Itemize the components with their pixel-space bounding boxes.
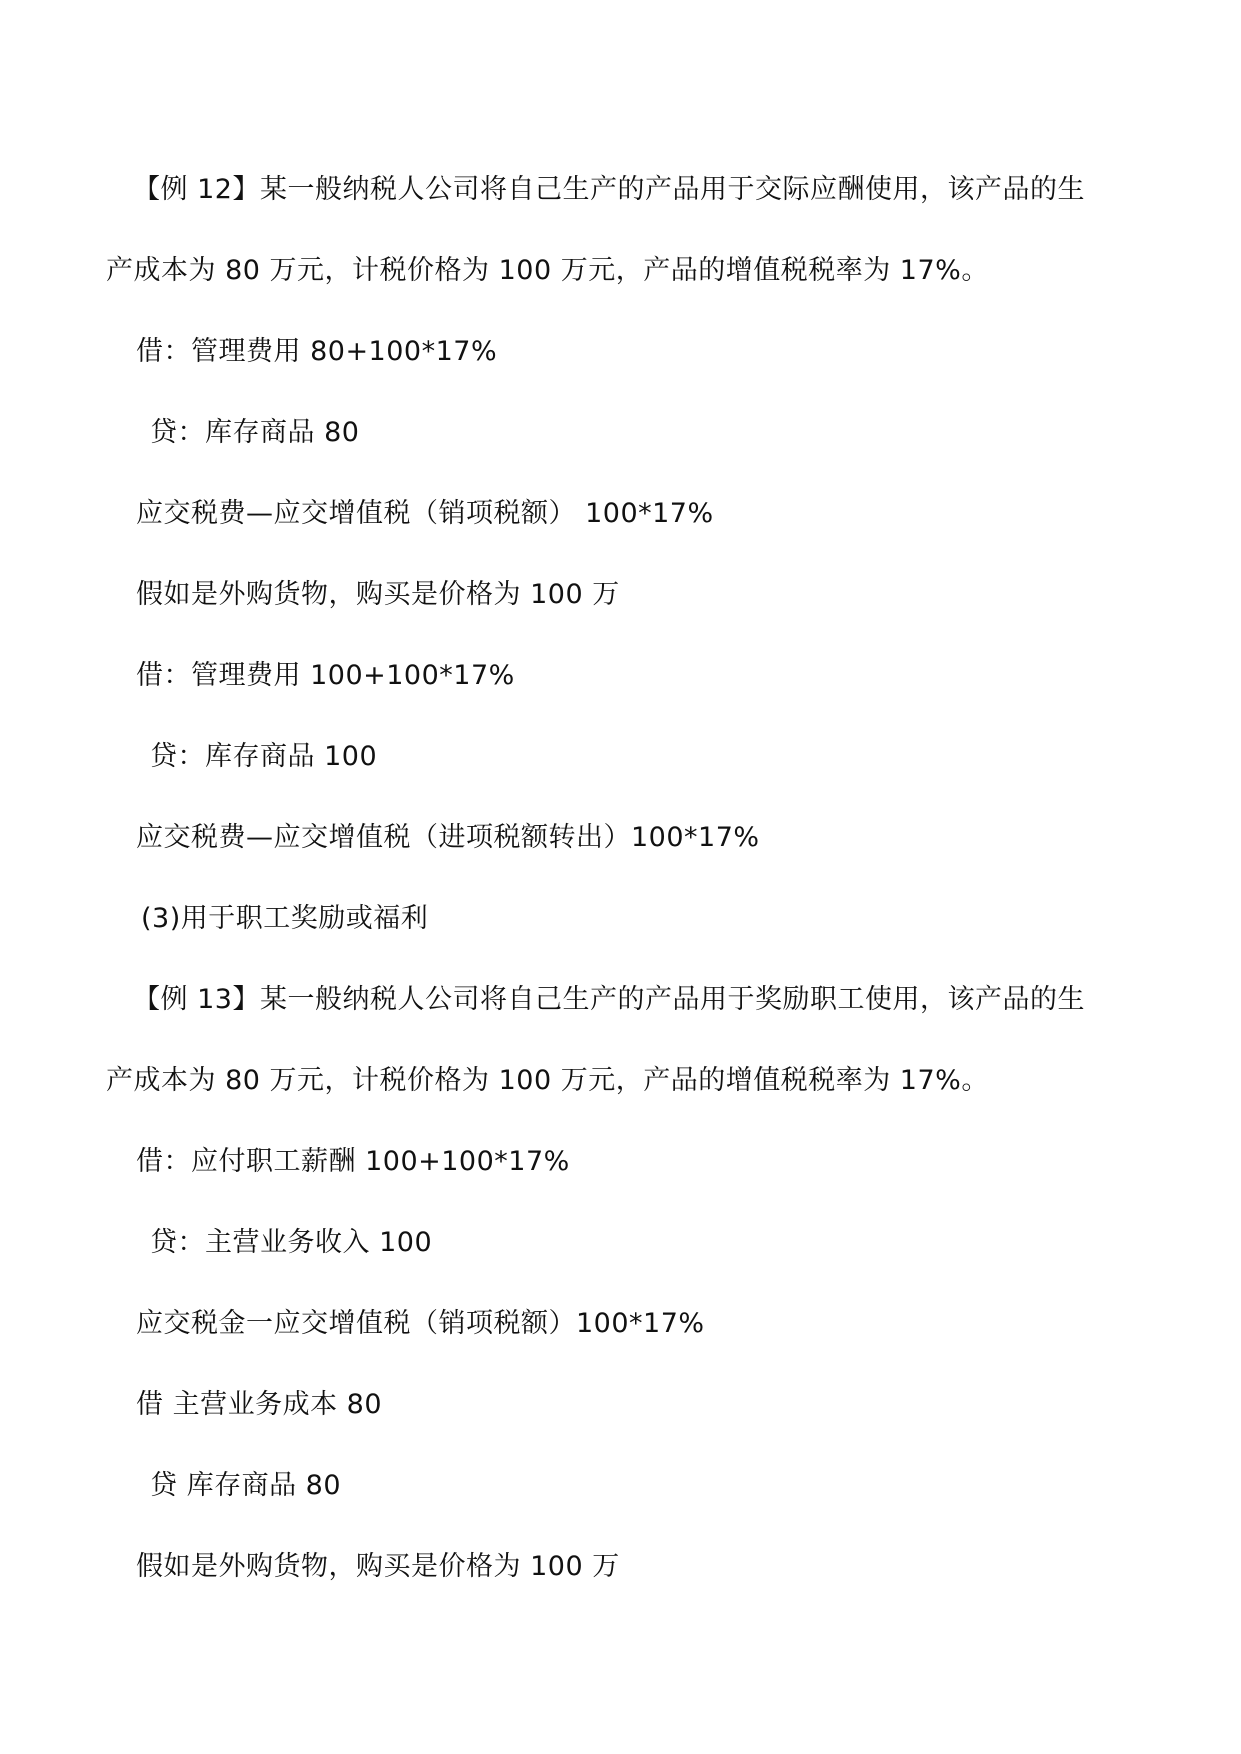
purchase-note: 假如是外购货物，购买是价格为 100 万 (136, 1551, 620, 1582)
section-heading: (3)用于职工奖励或福利 (141, 903, 429, 934)
debit-entry: 借 主营业务成本 80 (136, 1389, 383, 1420)
example-13-continuation: 产成本为 80 万元，计税价格为 100 万元，产品的增值税税率为 17%。 (106, 1065, 989, 1096)
debit-entry: 借：应付职工薪酬 100+100*17% (136, 1146, 570, 1177)
credit-entry: 贷：库存商品 100 (150, 741, 378, 772)
purchase-note: 假如是外购货物，购买是价格为 100 万 (136, 579, 620, 610)
credit-entry: 贷：库存商品 80 (150, 417, 360, 448)
debit-entry: 借：管理费用 100+100*17% (136, 660, 515, 691)
credit-entry: 贷：主营业务收入 100 (150, 1227, 433, 1258)
tax-entry: 应交税费—应交增值税（销项税额） 100*17% (136, 498, 714, 529)
tax-entry: 应交税金一应交增值税（销项税额）100*17% (136, 1308, 705, 1339)
example-12-heading: 【例 12】某一般纳税人公司将自己生产的产品用于交际应酬使用，该产品的生 (133, 174, 1085, 205)
tax-entry: 应交税费—应交增值税（进项税额转出）100*17% (136, 822, 760, 853)
example-12-continuation: 产成本为 80 万元，计税价格为 100 万元，产品的增值税税率为 17%。 (106, 255, 989, 286)
credit-entry: 贷 库存商品 80 (150, 1470, 342, 1501)
example-13-heading: 【例 13】某一般纳税人公司将自己生产的产品用于奖励职工使用，该产品的生 (133, 984, 1085, 1015)
debit-entry: 借：管理费用 80+100*17% (136, 336, 498, 367)
